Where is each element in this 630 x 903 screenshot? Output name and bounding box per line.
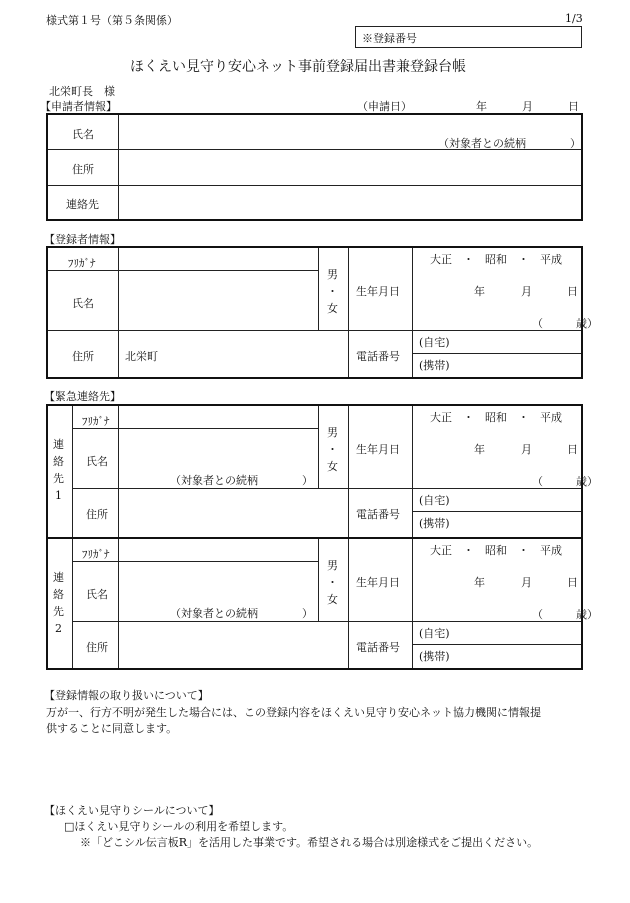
application-date-year: 年 <box>476 100 487 113</box>
contact-2-address-label: 住所 <box>86 641 108 654</box>
addressee: 北栄町長 様 <box>49 85 115 98</box>
contact-1-phone-home[interactable]: (自宅) <box>419 494 450 507</box>
registrant-sex-female[interactable]: 女 <box>327 302 338 315</box>
contact-2-phone-home[interactable]: (自宅) <box>419 627 450 640</box>
registrant-phone-label: 電話番号 <box>356 350 400 363</box>
registrant-eras[interactable]: 大正 ・ 昭和 ・ 平成 <box>430 253 562 266</box>
registrant-birth-year: 年 <box>474 285 485 298</box>
contact-2-birth-day: 日 <box>567 576 578 589</box>
emergency-contact-1 <box>48 406 598 537</box>
emergency-section-heading: 【緊急連絡先】 <box>44 390 121 403</box>
page-title: ほくえい見守り安心ネット事前登録届出書兼登録台帳 <box>130 59 466 75</box>
contact-2-phone-label: 電話番号 <box>356 641 400 654</box>
registrant-phone-mobile[interactable]: (携帯) <box>419 359 450 372</box>
registrant-name-field[interactable] <box>123 273 313 327</box>
registrant-address-value[interactable]: 北栄町 <box>125 350 158 363</box>
contact-1-birth-day: 日 <box>567 443 578 456</box>
seal-section-heading: 【ほくえい見守りシールについて】 <box>44 804 220 817</box>
applicant-contact-label: 連絡先 <box>66 198 99 211</box>
seal-request-checkbox[interactable]: □ほくえい見守りシールの利用を希望します。 <box>64 820 294 833</box>
contact-1-age: （ 歳） <box>532 475 598 488</box>
contact-2-birth-year: 年 <box>474 576 485 589</box>
contact-1-name-label: 氏名 <box>86 455 108 468</box>
registrant-table <box>46 246 598 379</box>
contact-1-sex-female[interactable]: 女 <box>327 460 338 473</box>
contact-1-sex-male[interactable]: 男 <box>327 426 338 439</box>
seal-note: ※「どこシル伝言板R」を活用した事業です。希望される場合は別途様式をご提出ください。 <box>80 836 539 849</box>
contact-1-address-label: 住所 <box>86 508 108 521</box>
contact-1-phone-label: 電話番号 <box>356 508 400 521</box>
emergency-table <box>46 404 598 670</box>
contact-2-sex-male[interactable]: 男 <box>327 559 338 572</box>
application-date-month: 月 <box>522 100 533 113</box>
contact-2-phone-mobile[interactable]: (携帯) <box>419 650 450 663</box>
registrant-phone-home[interactable]: (自宅) <box>419 336 450 349</box>
registrant-furigana-label: ﾌﾘｶﾞﾅ <box>68 257 96 270</box>
page-number: 1/3 <box>565 12 583 25</box>
contact-2-address-field[interactable] <box>123 625 343 665</box>
registrant-furigana-field[interactable] <box>123 250 313 268</box>
contact-2-relation-note: （対象者との続柄 ） <box>170 607 313 620</box>
contact-1-furigana-field[interactable] <box>123 408 313 426</box>
registrant-age: （ 歳） <box>532 317 598 330</box>
applicant-relation-note: （対象者との続柄 ） <box>438 137 581 150</box>
emergency-contact-2-label: 連 絡 先 2 <box>53 571 64 635</box>
contact-1-birth-year: 年 <box>474 443 485 456</box>
emergency-contact-2 <box>48 539 598 668</box>
handling-section-heading: 【登録情報の取り扱いについて】 <box>44 689 209 702</box>
applicant-address-label: 住所 <box>72 163 94 176</box>
application-date-label: （申請日） <box>357 100 412 113</box>
contact-2-name-label: 氏名 <box>86 588 108 601</box>
contact-1-birth-label: 生年月日 <box>356 443 400 456</box>
form-number: 様式第１号（第５条関係） <box>46 14 178 27</box>
contact-2-furigana-label: ﾌﾘｶﾞﾅ <box>82 548 110 561</box>
registrant-name-label: 氏名 <box>72 297 94 310</box>
contact-1-relation-note: （対象者との続柄 ） <box>170 474 313 487</box>
contact-2-furigana-field[interactable] <box>123 541 313 559</box>
applicant-address-field[interactable] <box>123 152 573 182</box>
contact-1-birth-month: 月 <box>521 443 532 456</box>
applicant-contact-field[interactable] <box>123 188 573 218</box>
application-date-day: 日 <box>568 100 579 113</box>
contact-1-sex-dot: ・ <box>327 443 338 456</box>
applicant-name-label: 氏名 <box>72 128 94 141</box>
contact-1-address-field[interactable] <box>123 492 343 532</box>
registrant-sex-dot: ・ <box>327 285 338 298</box>
registrant-birth-month: 月 <box>521 285 532 298</box>
contact-2-birth-month: 月 <box>521 576 532 589</box>
registration-number-label: ※登録番号 <box>362 32 417 45</box>
contact-1-phone-mobile[interactable]: (携帯) <box>419 517 450 530</box>
registrant-sex-male[interactable]: 男 <box>327 268 338 281</box>
handling-consent-line-2: 供することに同意します。 <box>46 722 178 735</box>
applicant-table <box>46 113 583 221</box>
contact-2-birth-label: 生年月日 <box>356 576 400 589</box>
contact-2-sex-dot: ・ <box>327 576 338 589</box>
registrant-birth-day: 日 <box>567 285 578 298</box>
registrant-birth-label: 生年月日 <box>356 285 400 298</box>
contact-2-eras[interactable]: 大正 ・ 昭和 ・ 平成 <box>430 544 562 557</box>
contact-2-sex-female[interactable]: 女 <box>327 593 338 606</box>
applicant-section-heading: 【申請者情報】 <box>40 100 117 113</box>
registration-number-box[interactable] <box>355 26 582 48</box>
handling-consent-line-1: 万が一、行方不明が発生した場合には、この登録内容をほくえい見守り安心ネット協力機関に情報提 <box>46 706 541 719</box>
contact-2-age: （ 歳） <box>532 608 598 621</box>
registrant-section-heading: 【登録者情報】 <box>44 233 121 246</box>
contact-1-furigana-label: ﾌﾘｶﾞﾅ <box>82 415 110 428</box>
registrant-address-label: 住所 <box>72 350 94 363</box>
contact-1-eras[interactable]: 大正 ・ 昭和 ・ 平成 <box>430 411 562 424</box>
emergency-contact-1-label: 連 絡 先 1 <box>53 438 64 502</box>
